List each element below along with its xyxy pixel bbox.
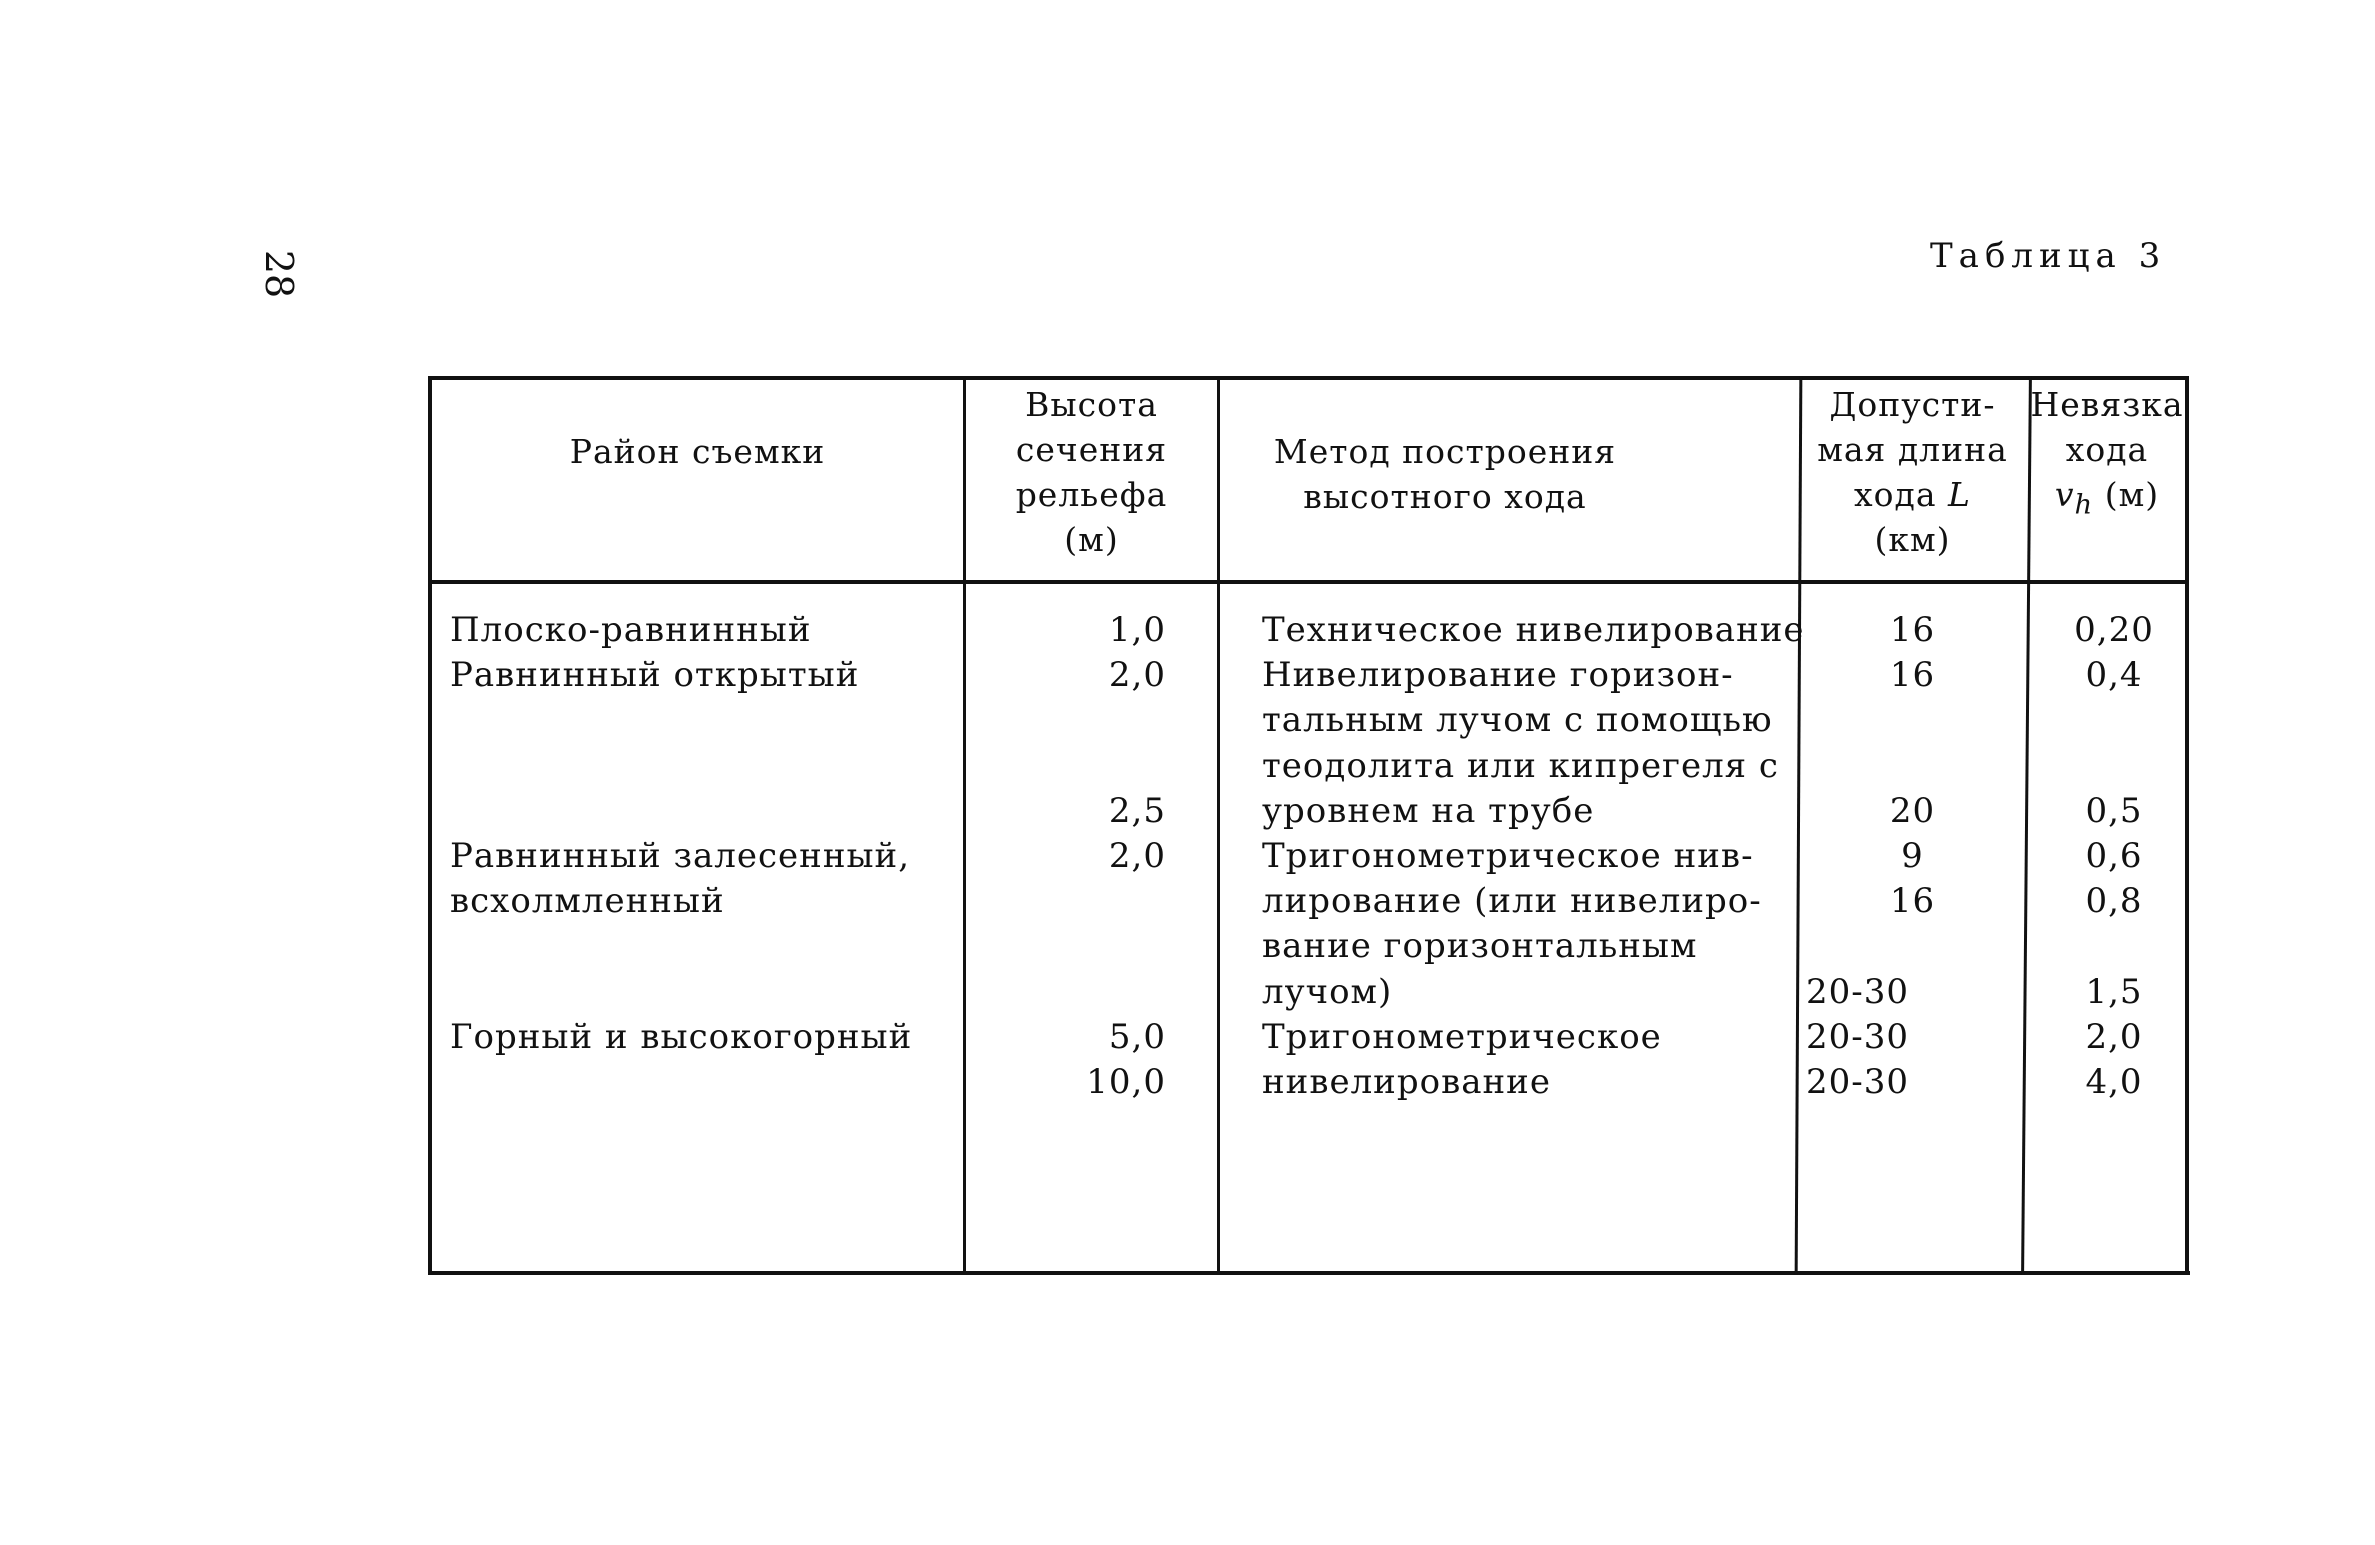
header-height [966,382,1217,562]
cell-length: 16 [1889,610,1936,650]
cell-length: 16 [1889,655,1936,696]
cell-method: Тригонометрическое нив- [1262,836,1754,876]
symbol-h: h [2074,488,2094,521]
header-misclosure [2028,382,2186,528]
cell-method: лучом) [1262,971,1393,1012]
cell-method: лирование (или нивелиро- [1262,881,1762,922]
cell-misclosure: 0,4 [2085,655,2143,696]
cell-length: 9 [1901,836,1924,876]
cell-height: 2,5 [1108,790,1166,831]
header-line: Высота [1025,385,1158,424]
header-method [1220,429,1670,519]
cell-misclosure: 0,8 [2085,881,2143,922]
cell-height: 10,0 [1086,1062,1166,1102]
cell-region: Плоско-равнинный [450,610,812,650]
header-text: (м) [2104,475,2160,514]
cell-region: Равнинный открытый [450,655,860,696]
header-line [2028,472,2186,528]
cell-misclosure: 0,20 [2074,610,2154,650]
header-line: высотного хода [1303,477,1587,516]
cell-method: теодолита или кипрегеля с [1262,745,1779,786]
header-line: рельефа [1015,475,1168,514]
cell-misclosure: 0,6 [2085,836,2143,876]
cell-length: 20-30 [1806,1062,1910,1102]
header-bottom-border [428,580,2189,584]
table-left-border [428,376,432,1275]
header-line: (м) [1064,520,1119,559]
table-bottom-border [432,1271,2190,1275]
cell-length: 20-30 [1806,971,1910,1012]
cell-region: Равнинный залесенный, [450,836,911,876]
page-number: 28 [257,249,302,299]
cell-method: тальным лучом с помощью [1262,700,1773,741]
header-line: Допусти- [1829,385,1996,424]
cell-length: 16 [1889,881,1936,922]
symbol-L: L [1948,475,1971,514]
header-line: сечения [1015,430,1168,469]
cell-misclosure: 1,5 [2085,971,2143,1012]
header-region [432,429,963,474]
symbol-v: v [2054,475,2075,514]
cell-height: 1,0 [1108,610,1166,650]
cell-method: Нивелирование горизон- [1262,655,1734,696]
cell-method: Техническое нивелирование [1262,610,1805,650]
cell-height: 2,0 [1108,655,1166,696]
cell-region: Горный и высокогорный [450,1016,913,1057]
table-top-border [428,376,2189,380]
cell-method: уровнем на трубе [1262,790,1595,831]
cell-method: нивелирование [1262,1062,1551,1102]
header-region-label: Район съемки [569,432,826,471]
cell-height: 5,0 [1108,1016,1166,1057]
header-line: (км) [1874,520,1951,559]
cell-length: 20 [1889,790,1936,831]
cell-misclosure: 0,5 [2085,790,2143,831]
cell-misclosure: 4,0 [2085,1062,2143,1102]
header-line [1800,472,2025,517]
header-line: Метод построения [1273,432,1617,471]
header-text: хода [1854,475,1937,514]
cell-misclosure: 2,0 [2085,1016,2143,1057]
cell-region: всхолмленный [450,881,725,922]
cell-length: 20-30 [1806,1016,1910,1057]
header-line: Невязка [2030,385,2184,424]
header-line: мая длина [1817,430,2008,469]
cell-method: вание горизонтальным [1262,926,1698,967]
cell-height: 2,0 [1108,836,1166,876]
table-caption: Таблица 3 [1930,236,2167,276]
cell-method: Тригонометрическое [1262,1016,1662,1057]
header-length [1800,382,2025,562]
header-line: хода [2065,430,2149,469]
